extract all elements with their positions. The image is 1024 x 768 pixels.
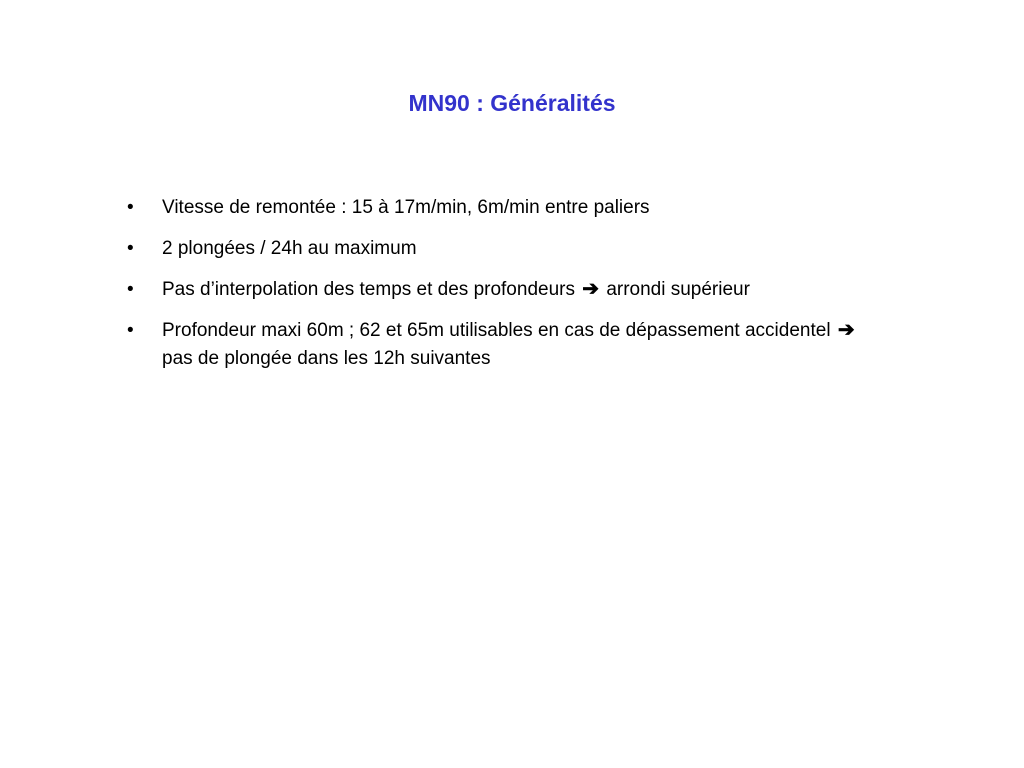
bullet-marker: • [127,320,134,341]
bullet-marker: • [127,279,134,300]
bullet-text-after-arrow: pas de plongée dans les 12h suivantes [162,348,491,369]
bullet-marker: • [127,197,134,218]
bullet-text-after-arrow: arrondi supérieur [606,279,750,300]
bullet-text: Vitesse de remontée : 15 à 17m/min, 6m/min entre paliers [162,197,650,218]
right-arrow-icon: ➔ [582,278,600,300]
bullet-list [127,194,887,386]
bullet-item [127,235,887,263]
bullet-text-before-arrow: Profondeur maxi 60m ; 62 et 65m utilisables en cas de dépassement accidentel [162,320,831,341]
bullet-item [127,276,887,304]
bullet-marker: • [127,238,134,259]
right-arrow-icon: ➔ [837,319,855,341]
bullet-text: 2 plongées / 24h au maximum [162,238,417,259]
bullet-text-before-arrow: Pas d’interpolation des temps et des profondeurs [162,279,575,300]
bullet-item [127,317,887,373]
bullet-item [127,194,887,222]
slide-title: MN90 : Généralités [408,90,616,116]
